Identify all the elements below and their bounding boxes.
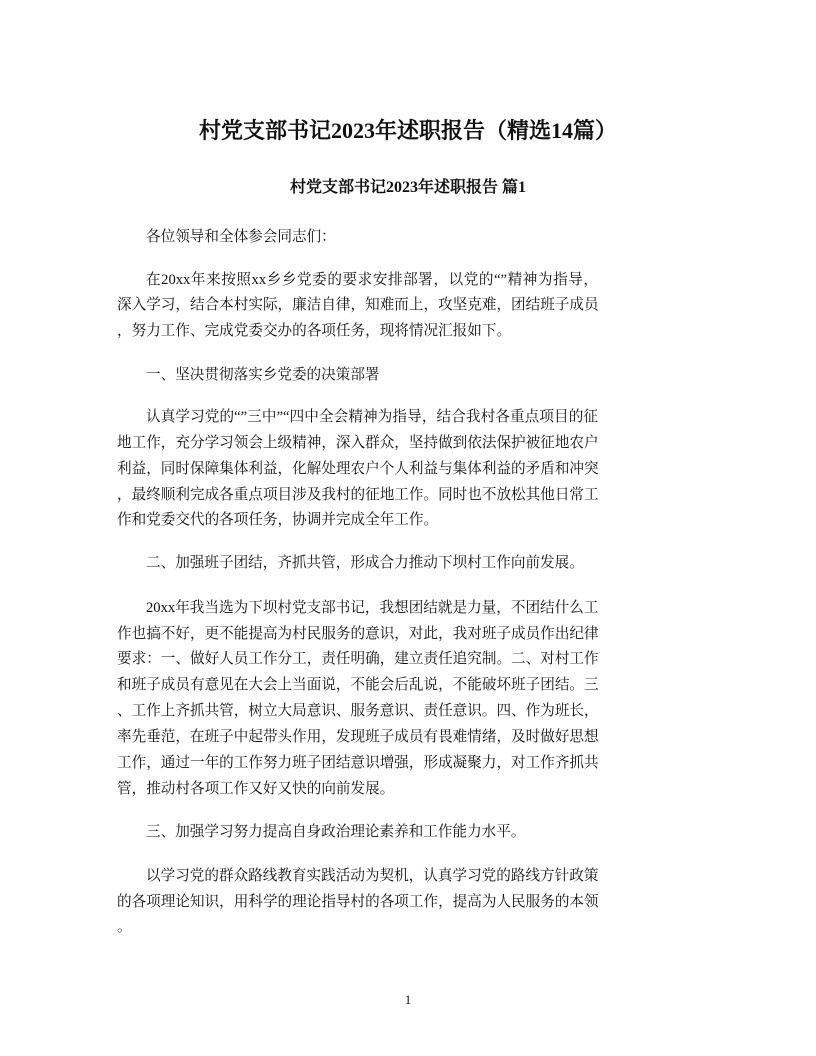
- paragraph-line: 一、坚决贯彻落实乡党委的决策部署: [146, 367, 380, 383]
- paragraph-line: ，最终顺利完成各重点项目涉及我村的征地工作。同时也不放松其他日常工: [117, 487, 599, 503]
- paragraph-line: 工作，通过一年的工作努力班子团结意识增强，形成凝聚力，对工作齐抓共: [117, 755, 599, 771]
- paragraph-line: 以学习党的群众路线教育实践活动为契机，认真学习党的路线方针政策: [146, 868, 599, 884]
- page-number: 1: [404, 992, 412, 1007]
- paragraph-line: 利益，同时保障集体利益，化解处理农户个人利益与集体利益的矛盾和冲突: [117, 461, 599, 477]
- paragraph-line: 作和党委交代的各项任务，协调并完成全年工作。: [117, 512, 439, 528]
- section-title: 村党支部书记2023年述职报告 篇1: [289, 179, 526, 196]
- paragraph-line: ，努力工作、完成党委交办的各项任务，现将情况汇报如下。: [117, 323, 512, 339]
- paragraph-line: 在20xx年来按照xx乡乡党委的要求安排部署，以党的“”精神为指导，: [146, 272, 598, 288]
- paragraph-line: 各位领导和全体参会同志们：: [146, 229, 336, 245]
- paragraph-line: 、工作上齐抓共管，树立大局意识、服务意识、责任意识。四、作为班长，: [117, 703, 599, 719]
- paragraph-line: 三、加强学习努力提高自身政治理论素养和工作能力水平。: [146, 824, 526, 840]
- paragraph-line: 认真学习党的“”三中”“四中全会精神为指导，结合我村各重点项目的征: [146, 409, 598, 425]
- paragraph-line: 管，推动村各项工作又好又快的向前发展。: [117, 781, 395, 797]
- paragraph-line: 深入学习，结合本村实际，廉洁自律，知难而上，攻坚克难，团结班子成员: [117, 297, 599, 313]
- paragraph-line: 。: [117, 919, 132, 935]
- paragraph-line: 和班子成员有意见在大会上当面说，不能会后乱说，不能破坏班子团结。三: [117, 677, 599, 693]
- paragraph-line: 作也搞不好，更不能提高为村民服务的意识，对此，我对班子成员作出纪律: [117, 626, 599, 642]
- paragraph-line: 要求：一、做好人员工作分工，责任明确，建立责任追究制。二、对村工作: [117, 651, 599, 667]
- paragraph-line: 地工作，充分学习领会上级精神，深入群众，坚持做到依法保护被征地农户: [117, 435, 599, 451]
- paragraph-line: 的各项理论知识，用科学的理论指导村的各项工作，提高为人民服务的本领: [117, 894, 599, 910]
- paragraph-line: 率先垂范，在班子中起带头作用，发现班子成员有畏难情绪，及时做好思想: [117, 729, 599, 745]
- document-title: 村党支部书记2023年述职报告（精选14篇）: [198, 118, 617, 143]
- paragraph-line: 20xx年我当选为下坝村党支部书记，我想团结就是力量，不团结什么工: [146, 600, 599, 616]
- paragraph-line: 二、加强班子团结，齐抓共管，形成合力推动下坝村工作向前发展。: [146, 555, 584, 571]
